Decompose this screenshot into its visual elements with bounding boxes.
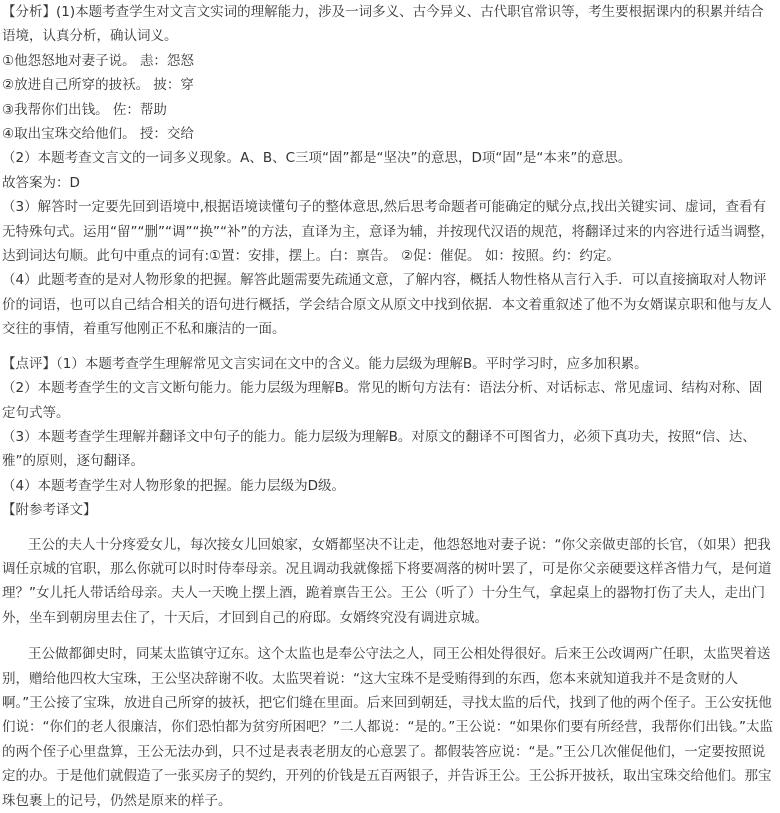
translation-paragraph-2: 王公做都御史时，同某太监镇守辽东。这个太监也是奉公守法之人，同王公相处得很好。后来王公改调两广任职，太监哭着送别，赠给他四枚大宝珠，王公坚决辞谢不收。太监哭着说：“这大宝珠不是受贿得到的东西，您本来就知道我并不是贪财的人啊。”王公接了宝珠，放进自己所穿的披袄，把它们缝在里面。后来回到朝廷，寻找太监的后代，找到了他的两个侄子。王公安抚他们说：“你们的老人很廉洁，你们恐怕都为贫穷所困吧？”二人都说：“是的。”王公说：“如果你们要有所经营，我帮你们出钱。”太监的两个侄子心里盘算，王公无法办到，只不过是表表老朋友的心意罢了。都假装答应说：“是。”王公几次催促他们，一定要按照说定的办。于是他们就假造了一张买房子的契约，开列的价钱是五百两银子，并告诉王公。王公拆开披袄，取出宝珠交给他们。那宝珠包裹上的记号，仍然是原来的样子。 — [2, 646, 773, 809]
spacer — [2, 523, 775, 533]
spacer — [2, 630, 775, 642]
comment-1: 【点评】（1）本题考查学生理解常见文言实词在文中的含义。能力层级为理解B。平时学习时，应多加积累。 — [2, 355, 648, 372]
translation-title: 【附参考译文】 — [2, 502, 97, 519]
analysis-item-2: ②放进自己所穿的披袄。 披：穿 — [2, 77, 194, 94]
comment-2: （2）本题考查学生的文言文断句能力。能力层级为理解B。常见的断句方法有：语法分析、对话标志、常见虚词、结构对称、固定句式等。 — [2, 380, 763, 421]
analysis-item-3: ③我帮你们出钱。 佐：帮助 — [2, 101, 167, 118]
translation-paragraph-1: 王公的夫人十分疼爱女儿，每次接女儿回娘家，女婿都坚决不让走，他怨怒地对妻子说：“你父亲做吏部的长官，（如果）把我调任京城的官职，那么你就可以时时侍奉母亲。况且调动我就像摇下将要凋落的树叶罢了，可是你父亲硬要这样吝惜力气，是何道理？”女儿托人带话给母亲。夫人一天晚上摆上酒，跪着禀告王公。王公（听了）十分生气，拿起桌上的器物打伤了夫人，走出门外，坐车到朝房里去住了，十天后，才回到自己的府邸。女婿终究没有调进京城。 — [2, 536, 772, 626]
analysis-intro: 【分析】(1)本题考查学生对文言文实词的理解能力，涉及一词多义、古今异义、古代职官常识等，考生要根据课内的积累并结合语境，认真分析，确认词义。 — [2, 4, 764, 45]
comment-3: （3）本题考查学生理解并翻译文中句子的能力。能力层级为理解B。对原文的翻译不可图省力，必须下真功夫，按照“信、达、雅”的原则，逐句翻译。 — [2, 428, 756, 470]
analysis-item-4: ④取出宝珠交给他们。 授：交给 — [2, 126, 194, 143]
spacer — [2, 342, 775, 352]
analysis-q2: （2）本题考查文言文的一词多义现象。A、B、C三项“固”都是“坚决”的意思，D项“固”是“本来”的意思。 — [2, 150, 632, 167]
analysis-item-1: ①他怨怒地对妻子说。 恚：怨怒 — [2, 52, 194, 69]
analysis-q3: （3）解答时一定要先回到语境中,根据语境读懂句子的整体意思,然后思考命题者可能确定的赋分点,找出关键实词、虚词，查看有无特殊句式。运用“留”“删”“调”“换”“补”的方法，直译为主，意译为辅，并按现代汉语的规范，将翻译过来的内容进行适当调整，达到词达句顺。此句中重点的词有:①置：安排，摆上。白：禀告。 ②促：催促。 如：按照。约：约定。 — [2, 199, 774, 265]
comment-4: （4）本题考查学生对人物形象的把握。能力层级为D级。 — [2, 477, 345, 494]
analysis-q4: （4）此题考查的是对人物形象的把握。解答此题需要先疏通文意，了解内容，概括人物性格从言行入手．可以直接摘取对人物评价的词语，也可以自己结合相关的语句进行概括，学会结合原文从原文中找到依据．本文着重叙述了他不为女婿谋京职和他与友人交往的事情，着重写他刚正不私和廉洁的一面。 — [2, 272, 772, 338]
analysis-q2-answer: 故答案为：D — [2, 174, 80, 191]
